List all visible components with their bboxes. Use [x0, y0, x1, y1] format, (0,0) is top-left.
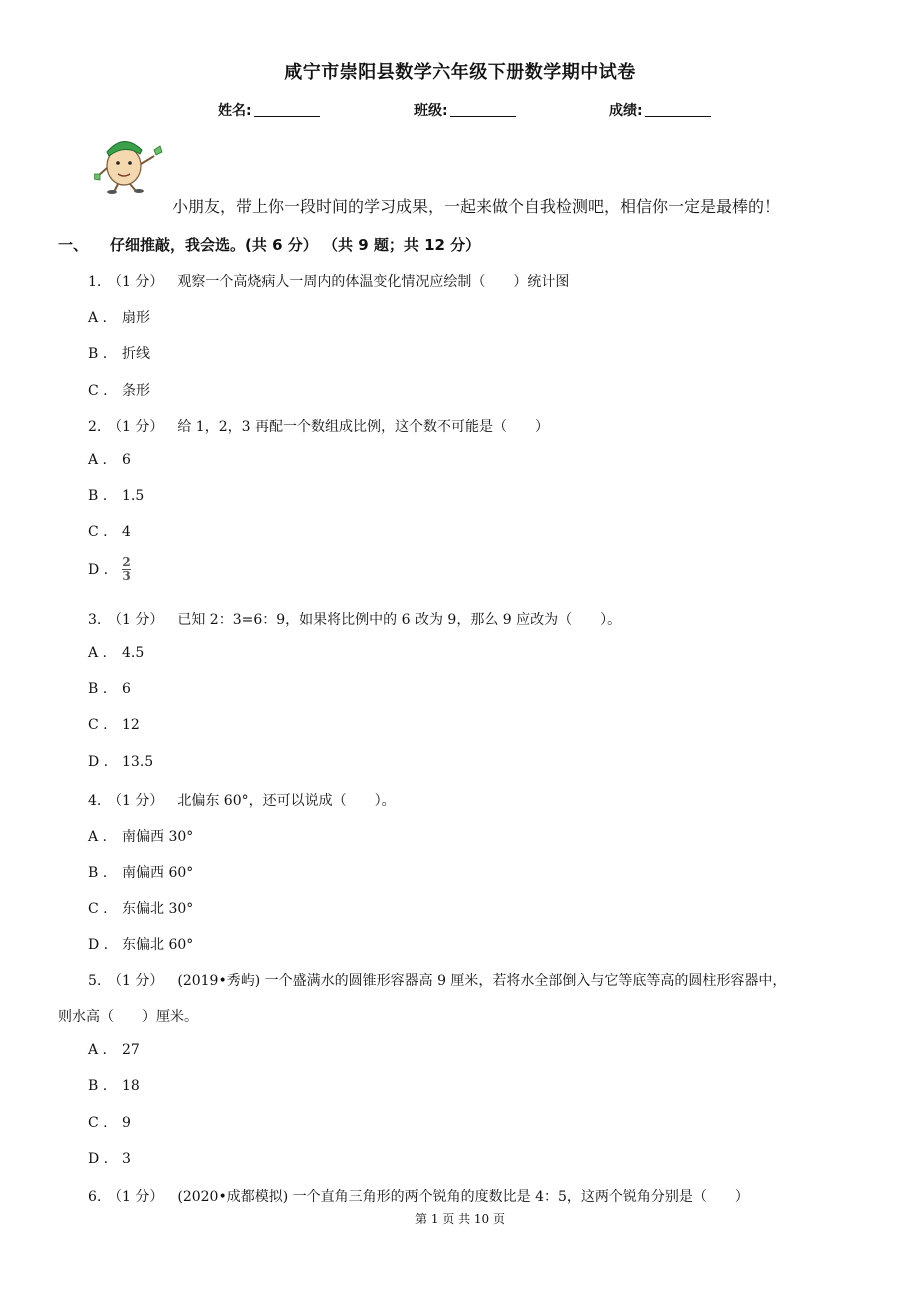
question-4: 4. （1 分） 北偏东 60°，还可以说成（ ）。 — [88, 793, 396, 809]
name-blank — [254, 102, 320, 117]
encouragement-text: 小朋友，带上你一段时间的学习成果，一起来做个自我检测吧，相信你一定是最棒的！ — [172, 197, 781, 216]
name-label: 姓名: — [218, 103, 252, 119]
question-3: 3. （1 分） 已知 2：3=6：9，如果将比例中的 6 改为 9，那么 9 应改为（ ）。 — [88, 612, 622, 628]
question-text: 已知 2：3=6：9，如果将比例中的 6 改为 9，那么 9 应改为（ ）。 — [177, 612, 622, 628]
option-a[interactable]: A . 4.5 — [88, 645, 145, 661]
option-a[interactable]: A . 6 — [88, 452, 131, 468]
mascot-illustration — [94, 130, 170, 194]
option-d[interactable]: D . $\frac{2}{3}$ — [88, 555, 131, 583]
option-a[interactable]: A . 南偏西 30° — [88, 829, 194, 845]
section-number: 一、 — [58, 236, 89, 254]
question-6: 6. （1 分） (2020•成都模拟) 一个直角三角形的两个锐角的度数比是 4：5，这两个锐角分别是（ ） — [88, 1189, 749, 1205]
class-field — [414, 100, 516, 120]
question-text: 观察一个高烧病人一周内的体温变化情况应绘制（ ）统计图 — [177, 274, 570, 290]
question-text: (2019•秀屿) 一个盛满水的圆锥形容器高 9 厘米，若将水全部倒入与它等底等高的圆柱形容器中， — [177, 973, 787, 989]
option-c[interactable]: C . 东偏北 30° — [88, 901, 194, 917]
option-b[interactable]: B . 18 — [88, 1078, 140, 1094]
section-title: 仔细推敲，我会选。(共 6 分） （共 9 题；共 12 分） — [110, 236, 481, 254]
question-5-continued: 则水高（ ）厘米。 — [58, 1009, 198, 1025]
question-text: 北偏东 60°，还可以说成（ ）。 — [177, 793, 396, 809]
score-field — [609, 100, 711, 120]
option-b[interactable]: B . 1.5 — [88, 488, 145, 504]
option-c[interactable]: C . 9 — [88, 1115, 131, 1131]
option-d[interactable]: D . 东偏北 60° — [88, 937, 194, 953]
option-c[interactable]: C . 条形 — [88, 383, 150, 399]
fraction: $\frac{2}{3}$ — [122, 555, 131, 583]
class-blank — [450, 102, 516, 117]
option-b[interactable]: B . 折线 — [88, 346, 150, 362]
option-d[interactable]: D . 13.5 — [88, 754, 154, 770]
question-2: 2. （1 分） 给 1，2，3 再配一个数组成比例，这个数不可能是（ ） — [88, 419, 549, 435]
option-b[interactable]: B . 6 — [88, 681, 131, 697]
name-field — [218, 100, 320, 120]
score-blank — [645, 102, 711, 117]
option-d[interactable]: D . 3 — [88, 1151, 131, 1167]
question-1: 1. （1 分） 观察一个高烧病人一周内的体温变化情况应绘制（ ）统计图 — [88, 274, 570, 290]
question-text: 给 1，2，3 再配一个数组成比例，这个数不可能是（ ） — [177, 419, 549, 435]
option-b[interactable]: B . 南偏西 60° — [88, 865, 194, 881]
page-footer: 第 1 页 共 10 页 — [415, 1212, 505, 1226]
question-text: (2020•成都模拟) 一个直角三角形的两个锐角的度数比是 4：5，这两个锐角分别是（ ） — [177, 1189, 749, 1205]
option-a[interactable]: A . 扇形 — [88, 310, 150, 326]
score-label: 成绩: — [609, 103, 643, 119]
option-c[interactable]: C . 12 — [88, 717, 140, 733]
class-label: 班级: — [414, 103, 448, 119]
section-heading — [58, 234, 480, 255]
option-c[interactable]: C . 4 — [88, 524, 131, 540]
page-title: 咸宁市崇阳县数学六年级下册数学期中试卷 — [284, 62, 636, 83]
question-5: 5. （1 分） (2019•秀屿) 一个盛满水的圆锥形容器高 9 厘米，若将水全部倒入与它等底等高的圆柱形容器中， — [88, 973, 787, 989]
option-a[interactable]: A . 27 — [88, 1042, 140, 1058]
